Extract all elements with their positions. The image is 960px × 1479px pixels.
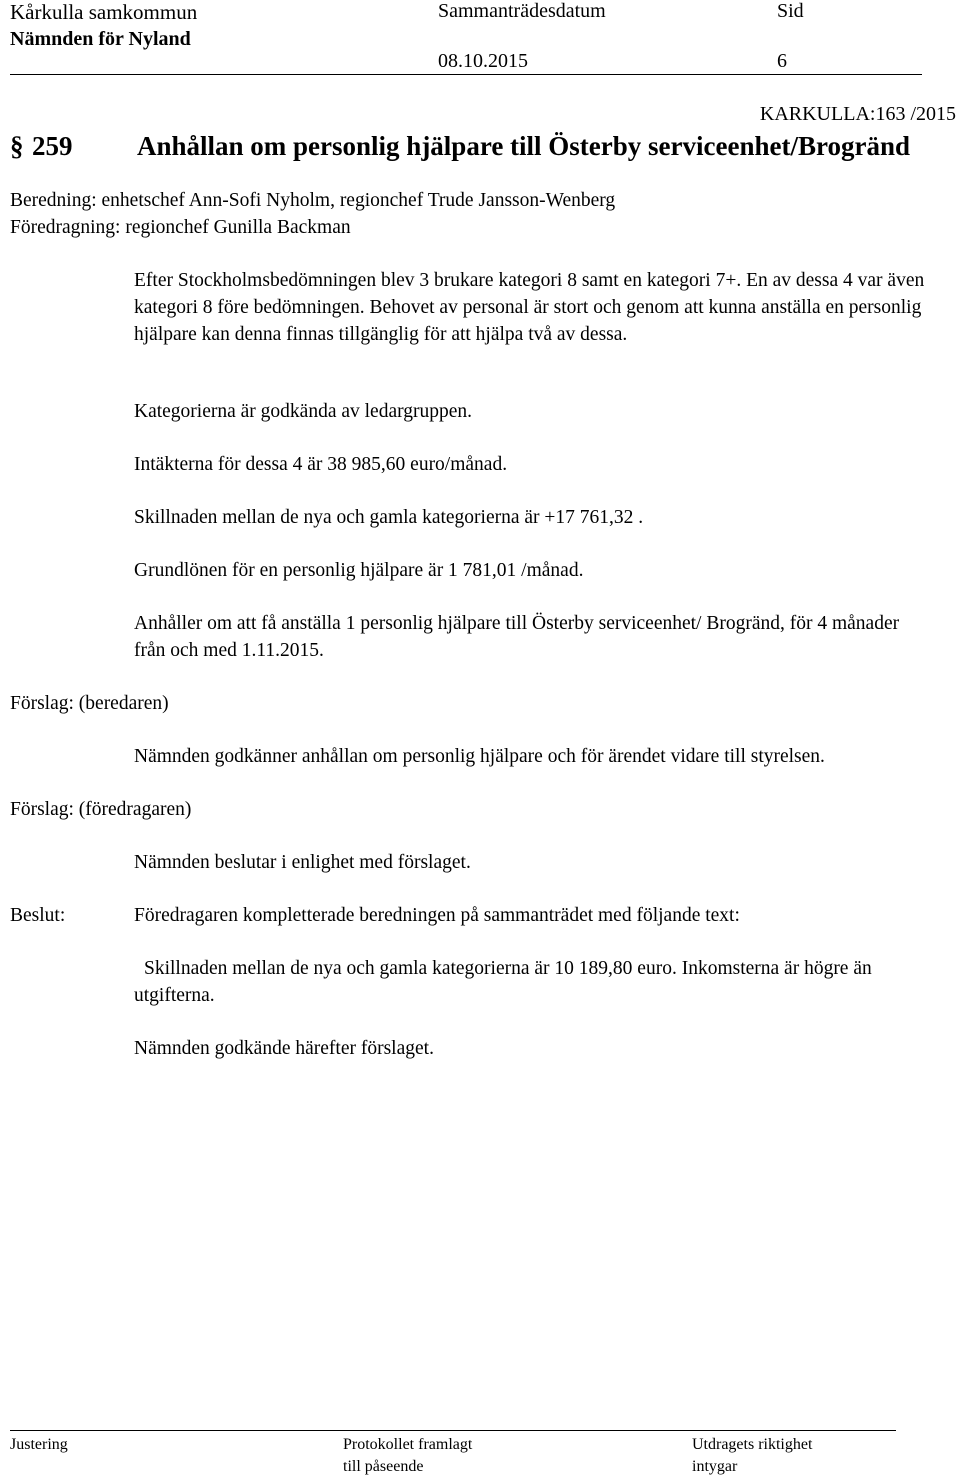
footer-justering: Justering bbox=[10, 1436, 68, 1453]
page-number: 6 bbox=[777, 50, 787, 72]
presentation-line: Föredragning: regionchef Gunilla Backman bbox=[10, 217, 351, 238]
meeting-date-label: Sammanträdesdatum bbox=[438, 0, 606, 22]
footer-protocol-line2: till påseende bbox=[343, 1458, 424, 1475]
page-label: Sid bbox=[777, 0, 804, 22]
preparation-line: Beredning: enhetschef Ann-Sofi Nyholm, regionchef Trude Jansson-Wenberg bbox=[10, 190, 616, 211]
organization-name: Kårkulla samkommun bbox=[10, 0, 198, 24]
decision-quote: Skillnaden mellan de nya och gamla kategorierna är 10 189,80 euro. Inkomsterna är högre än utgifterna. bbox=[134, 958, 872, 1006]
footer-divider bbox=[10, 1430, 896, 1431]
section-title: Anhållan om personlig hjälpare till Österby serviceenhet/Brogränd bbox=[137, 131, 910, 161]
section-symbol: § bbox=[10, 131, 24, 161]
decision-intro: Föredragaren kompletterade beredningen på sammanträdet med följande text: bbox=[134, 905, 740, 926]
body-paragraph: Skillnaden mellan de nya och gamla kategorierna är +17 761,32 . bbox=[134, 507, 644, 528]
case-reference: KARKULLA:163 /2015 bbox=[759, 103, 956, 125]
body-paragraph: Kategorierna är godkända av ledargruppen. bbox=[134, 401, 473, 422]
proposal-preparer-label: Förslag: (beredaren) bbox=[10, 693, 169, 714]
body-paragraph: Grundlönen för en personlig hjälpare är 1 781,01 /månad. bbox=[134, 560, 584, 581]
section-number: 259 bbox=[32, 131, 73, 161]
body-paragraph: Anhåller om att få anställa 1 personlig hjälpare till Österby serviceenhet/ Brogränd, för 4 månader från och med 1.11.2015. bbox=[134, 613, 900, 661]
footer-protocol-line1: Protokollet framlagt bbox=[343, 1436, 473, 1453]
proposal-presenter-label: Förslag: (föredragaren) bbox=[10, 799, 192, 820]
footer-certify-line1: Utdragets riktighet bbox=[692, 1436, 813, 1453]
meeting-date: 08.10.2015 bbox=[438, 50, 528, 72]
decision-label: Beslut: bbox=[10, 905, 66, 926]
body-paragraph: Efter Stockholmsbedömningen blev 3 brukare kategori 8 samt en kategori 7+. En av dessa 4 var även kategori 8 före bedömningen. Behovet av personal är stort och genom att kunna anställa en personlig hjälpare kan denna finnas tillgänglig för att hjälpa två av dessa. bbox=[134, 270, 925, 345]
proposal-preparer-text: Nämnden godkänner anhållan om personlig hjälpare och för ärendet vidare till styrelsen. bbox=[134, 746, 825, 767]
decision-conclusion: Nämnden godkände härefter förslaget. bbox=[134, 1038, 434, 1059]
body-paragraph: Intäkterna för dessa 4 är 38 985,60 euro/månad. bbox=[134, 454, 508, 475]
committee-name: Nämnden för Nyland bbox=[10, 28, 191, 50]
proposal-presenter-text: Nämnden beslutar i enlighet med förslaget. bbox=[134, 852, 471, 873]
header-divider bbox=[10, 74, 922, 75]
footer-certify-line2: intygar bbox=[692, 1458, 738, 1475]
